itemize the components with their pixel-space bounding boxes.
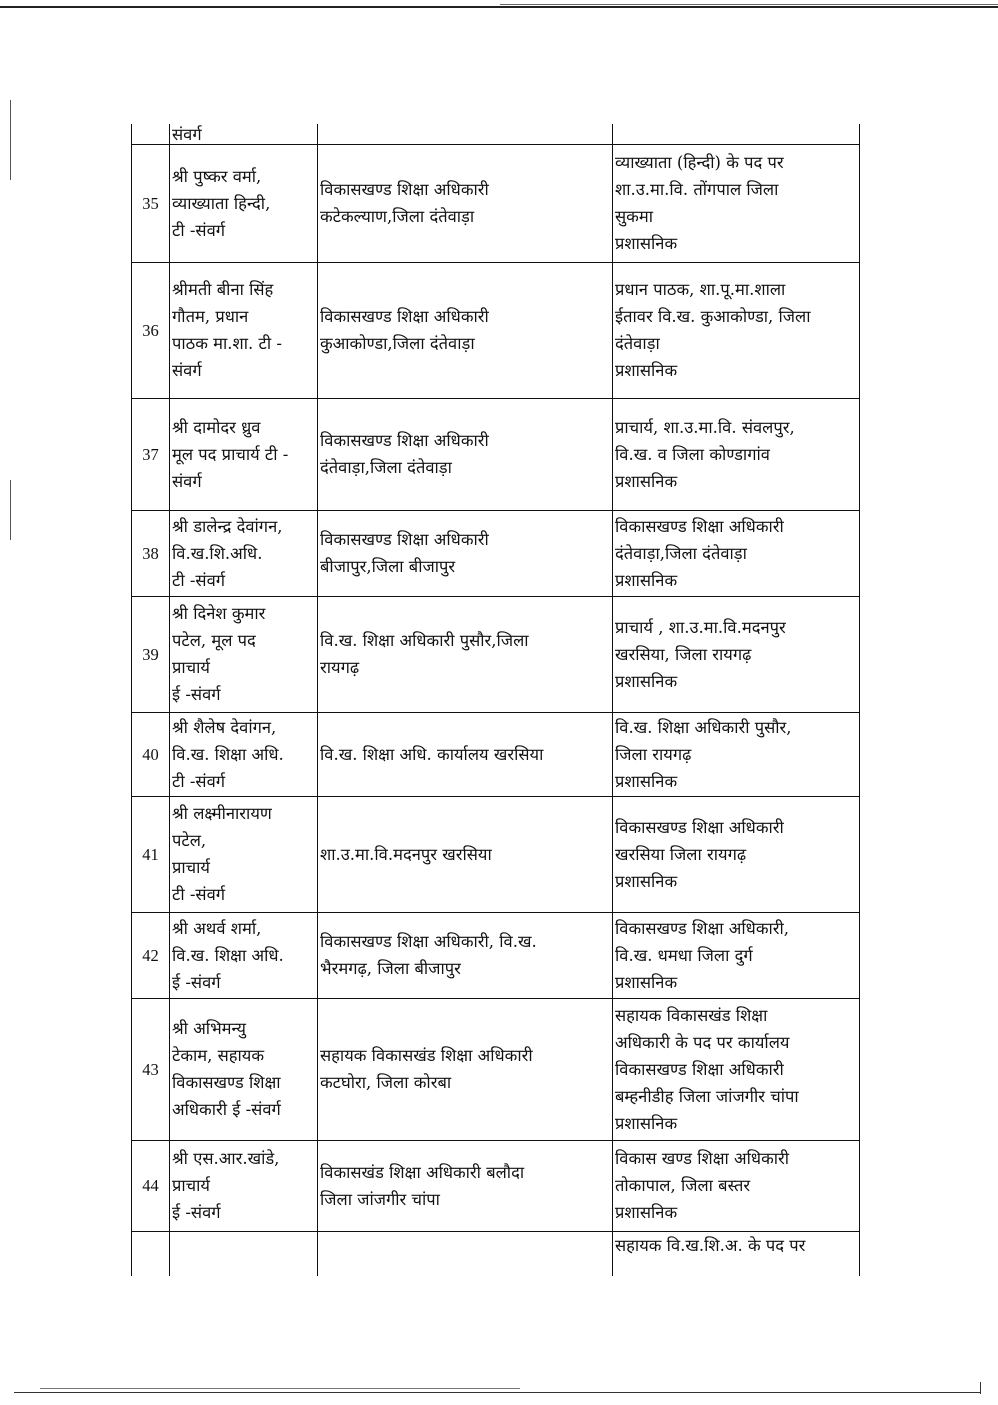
to-cell: प्राचार्य , शा.उ.मा.वि.मदनपुर खरसिया, जिला रायगढ़ प्रशासनिक [613,596,860,712]
name-cell: श्री अभिमन्यु टेकाम, सहायक विकासखण्ड शिक्षा अधिकारी ई -संवर्ग [170,998,318,1140]
name-cell: श्री शैलेष देवांगन, वि.ख. शिक्षा अधि. टी -संवर्ग [170,712,318,796]
table-row-fragment-top [132,124,860,144]
bottom-border-tick [980,1382,981,1394]
scan-margin-mark [10,480,11,540]
name-cell: संवर्ग [170,124,318,144]
name-cell: श्री एस.आर.खांडे, प्राचार्य ई -संवर्ग [170,1140,318,1231]
from-cell: सहायक विकासखंड शिक्षा अधिकारी कटघोरा, जिला कोरबा [318,998,613,1140]
to-cell: सहायक विकासखंड शिक्षा अधिकारी के पद पर कार्यालय विकासखण्ड शिक्षा अधिकारी बम्हनीडीह जिला जांजगीर चांपा प्रशासनिक [613,998,860,1140]
name-cell: श्री दिनेश कुमार पटेल, मूल पद प्राचार्य ई -संवर्ग [170,596,318,712]
from-cell [318,124,613,144]
to-cell: व्याख्याता (हिन्दी) के पद पर शा.उ.मा.वि. तोंगपाल जिला सुकमा प्रशासनिक [613,144,860,262]
name-cell: श्री अथर्व शर्मा, वि.ख. शिक्षा अधि. ई -संवर्ग [170,912,318,998]
to-cell: विकासखण्ड शिक्षा अधिकारी, वि.ख. धमधा जिला दुर्ग प्रशासनिक [613,912,860,998]
from-cell: विकासखण्ड शिक्षा अधिकारी बीजापुर,जिला बीजापुर [318,510,613,596]
transfer-table [131,124,860,1276]
to-cell: विकास खण्ड शिक्षा अधिकारी तोकापाल, जिला बस्तर प्रशासनिक [613,1140,860,1231]
to-cell [613,124,860,144]
name-cell: श्री दामोदर ध्रुव मूल पद प्राचार्य टी - संवर्ग [170,398,318,510]
serial-cell: 43 [132,998,170,1140]
from-cell: विकासखण्ड शिक्षा अधिकारी कटेकल्याण,जिला दंतेवाड़ा [318,144,613,262]
serial-cell: 35 [132,144,170,262]
from-cell: विकासखंड शिक्षा अधिकारी बलौदा जिला जांजगीर चांपा [318,1140,613,1231]
table-row [132,1140,860,1231]
table-row [132,510,860,596]
serial-cell [132,124,170,144]
name-cell: श्री लक्ष्मीनारायण पटेल, प्राचार्य टी -संवर्ग [170,796,318,912]
serial-cell: 39 [132,596,170,712]
to-cell: विकासखण्ड शिक्षा अधिकारी खरसिया जिला रायगढ़ प्रशासनिक [613,796,860,912]
table-row [132,596,860,712]
serial-cell: 36 [132,262,170,398]
table-row [132,912,860,998]
table-row [132,262,860,398]
to-cell: प्रधान पाठक, शा.पू.मा.शाला ईतावर वि.ख. कुआकोण्डा, जिला दंतेवाड़ा प्रशासनिक [613,262,860,398]
from-cell: विकासखण्ड शिक्षा अधिकारी दंतेवाड़ा,जिला दंतेवाड़ा [318,398,613,510]
serial-cell: 44 [132,1140,170,1231]
from-cell: विकासखण्ड शिक्षा अधिकारी, वि.ख. भैरमगढ़, जिला बीजापुर [318,912,613,998]
table-row [132,998,860,1140]
table-row [132,144,860,262]
name-cell: श्री पुष्कर वर्मा, व्याख्याता हिन्दी, टी -संवर्ग [170,144,318,262]
serial-cell: 40 [132,712,170,796]
to-cell: प्राचार्य, शा.उ.मा.वि. संवलपुर, वि.ख. व जिला कोण्डागांव प्रशासनिक [613,398,860,510]
bottom-border-line-secondary [40,1388,520,1389]
table-row [132,796,860,912]
from-cell [318,1231,613,1276]
to-cell: सहायक वि.ख.शि.अ. के पद पर [613,1231,860,1276]
table-row [132,398,860,510]
serial-cell: 37 [132,398,170,510]
top-border-line-secondary [500,4,998,5]
from-cell: वि.ख. शिक्षा अधि. कार्यालय खरसिया [318,712,613,796]
to-cell: विकासखण्ड शिक्षा अधिकारी दंतेवाड़ा,जिला दंतेवाड़ा प्रशासनिक [613,510,860,596]
serial-cell [132,1231,170,1276]
from-cell: विकासखण्ड शिक्षा अधिकारी कुआकोण्डा,जिला दंतेवाड़ा [318,262,613,398]
table-row-fragment-bottom [132,1231,860,1276]
serial-cell: 38 [132,510,170,596]
scan-margin-mark [10,100,11,180]
from-cell: वि.ख. शिक्षा अधिकारी पुसौर,जिला रायगढ़ [318,596,613,712]
name-cell: श्री डालेन्द्र देवांगन, वि.ख.शि.अधि. टी -संवर्ग [170,510,318,596]
to-cell: वि.ख. शिक्षा अधिकारी पुसौर, जिला रायगढ़ प्रशासनिक [613,712,860,796]
serial-cell: 42 [132,912,170,998]
serial-cell: 41 [132,796,170,912]
name-cell [170,1231,318,1276]
from-cell: शा.उ.मा.वि.मदनपुर खरसिया [318,796,613,912]
bottom-border-line [14,1392,980,1393]
table-row [132,712,860,796]
top-border-line [0,6,998,8]
name-cell: श्रीमती बीना सिंह गौतम, प्रधान पाठक मा.शा. टी - संवर्ग [170,262,318,398]
